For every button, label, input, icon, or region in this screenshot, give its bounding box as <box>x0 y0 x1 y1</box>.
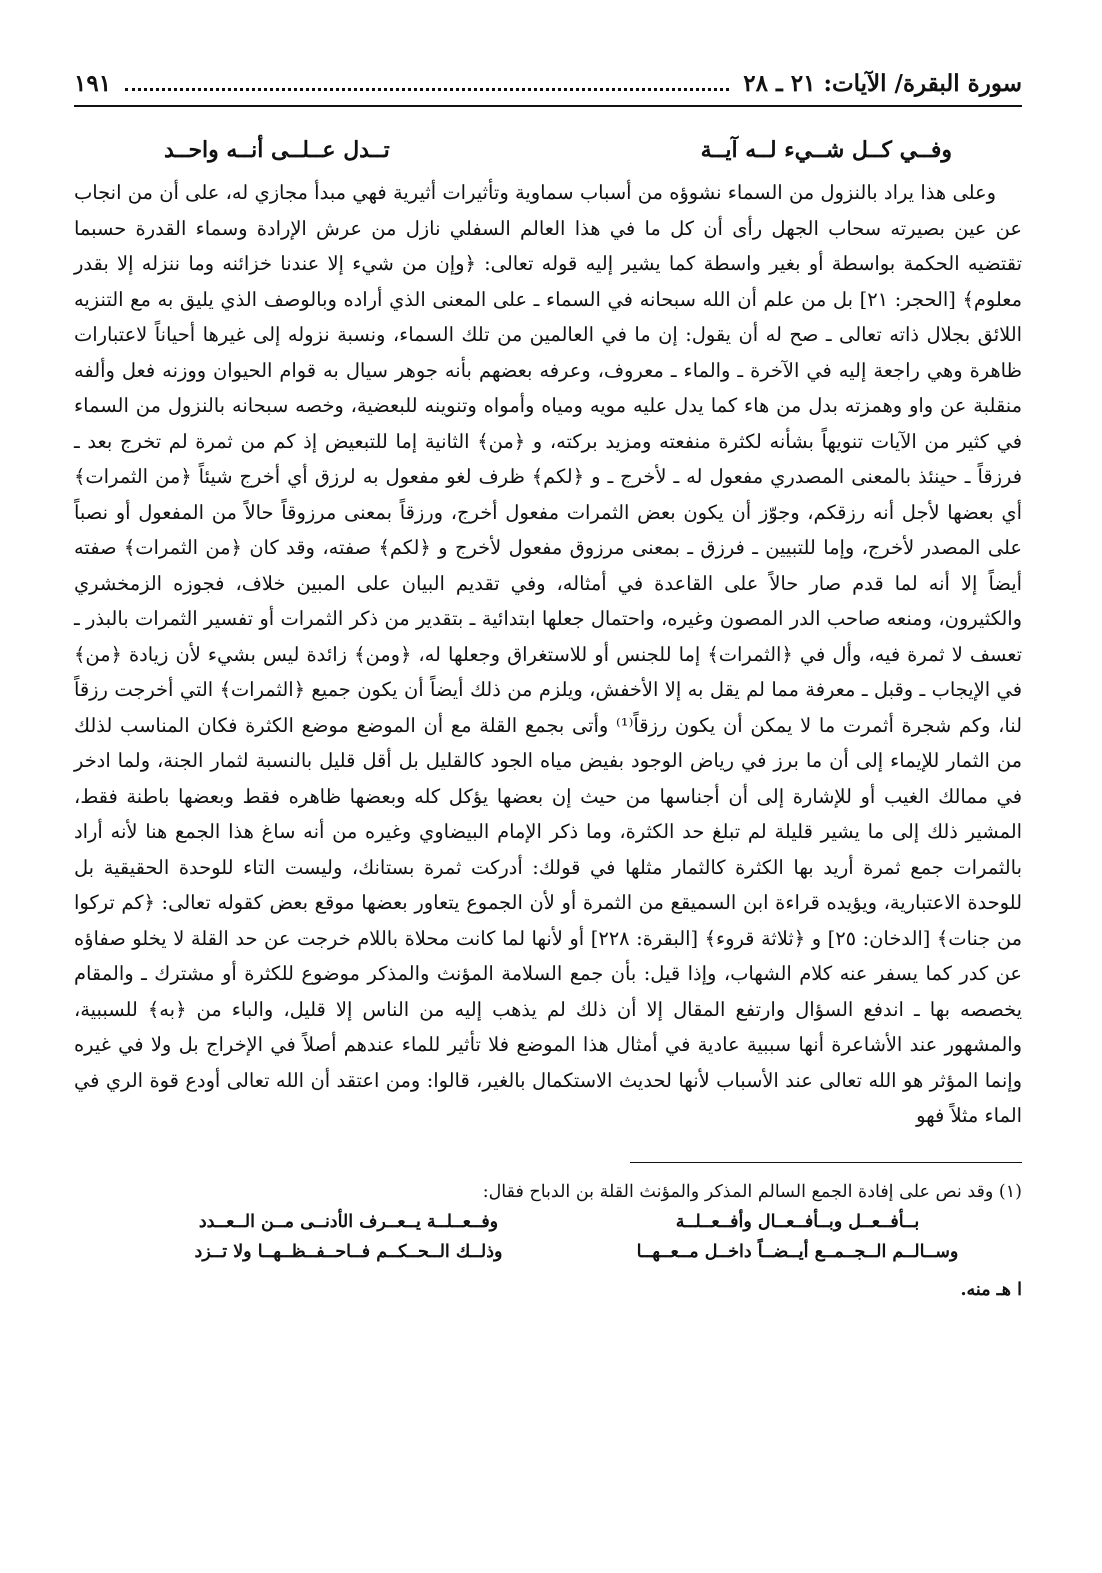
body-paragraph: وعلى هذا يراد بالنزول من السماء نشوؤه من أسباب سماوية وتأثيرات أثيرية فهي مبدأ مجازي له، على أن من انجاب عن عين بصيرته سحاب الجهل رأى أن كل ما في هذا العالم السفلي نازل من عرش الإرادة وسماء القدرة حسبما تقتضيه الحكمة بواسطة أو بغير واسطة كما يشير إليه قوله تعالى: ﴿وإن من شيء إلا عندنا خزائنه وما ننزله إلا بقدر معلوم﴾ [الحجر: ٢١] بل من علم أن الله سبحانه في السماء ـ على المعنى الذي أراده وبالوصف الذي يليق به مع التنزيه اللائق بجلال ذاته تعالى ـ صح له أن يقول: إن ما في العالمين من تلك السماء، ونسبة نزوله إلى غيرها أحياناً لاعتبارات ظاهرة وهي راجعة إليه في الآخرة ـ والماء ـ معروف، وعرفه بعضهم بأنه جوهر سيال به قوام الحيوان ووزنه فعل وألفه منقلبة عن واو وهمزته بدل من هاء كما يدل عليه مويه ومياه وأمواه وتنوينه للبعضية، وخصه سبحانه بالنزول من السماء في كثير من الآيات تنويهاً بشأنه لكثرة منفعته ومزيد بركته، و ﴿من﴾ الثانية إما للتبعيض إذ كم من ثمرة لم تخرج بعد ـ فرزقاً ـ حينئذ بالمعنى المصدري مفعول له ـ لأخرج ـ و ﴿لكم﴾ ظرف لغو مفعول به لرزق أي أخرج شيئاً ﴿من الثمرات﴾ أي بعضها لأجل أنه رزقكم، وجوّز أن يكون بعض الثمرات مفعول أخرج، ورزقاً بمعنى مرزوقاً حالاً من المفعول أو نصباً على المصدر لأخرج، وإما للتبيين ـ فرزق ـ بمعنى مرزوق مفعول لأخرج و ﴿لكم﴾ صفته، وقد كان ﴿من الثمرات﴾ صفته أيضاً إلا أنه لما قدم صار حالاً على القاعدة في أمثاله، وفي تقديم البيان على المبين خلاف، فجوزه الزمخشري والكثيرون، ومنعه صاحب الدر المصون وغيره، واحتمال جعلها ابتدائية ـ بتقدير من ذكر الثمرات أو تفسير الثمرات بالبذر ـ تعسف لا ثمرة فيه، وأل في ﴿الثمرات﴾ إما للجنس أو للاستغراق وجعلها له، ﴿ومن﴾ زائدة ليس بشيء لأن زيادة ﴿من﴾ في الإيجاب ـ وقبل ـ معرفة مما لم يقل به إلا الأخفش، ويلزم من ذلك أيضاً أن يكون جميع ﴿الثمرات﴾ التي أخرجت رزقاً لنا، وكم شجرة أثمرت ما لا يمكن أن يكون رزقاً⁽¹⁾ وأتى بجمع القلة مع أن الموضع موضع الكثرة فكان المناسب لذلك من الثمار للإيماء إلى أن ما برز في رياض الوجود بفيض مياه الجود كالقليل بل أقل قليل بالنسبة لثمار الجنة، ولما ادخر في ممالك الغيب أو للإشارة إلى أن أجناسها من حيث إن بعضها يؤكل كله وبعضها ظاهره فقط وبعضها باطنة فقط، المشير ذلك إلى ما يشير قليلة لم تبلغ حد الكثرة، وما ذكر الإمام البيضاوي وغيره من أنه ساغ هذا الجمع هنا لأنه أراد بالثمرات جمع ثمرة أريد بها الكثرة كالثمار مثلها في قولك: أدركت ثمرة بستانك، وليست التاء للوحدة الحقيقية بل للوحدة الاعتبارية، ويؤيده قراءة ابن السميقع من الثمرة أو لأن الجموع يتعاور بعضها موقع بعض كقوله تعالى: ﴿كم تركوا من جنات﴾ [الدخان: ٢٥] و ﴿ثلاثة قروء﴾ [البقرة: ٢٢٨] أو لأنها لما كانت محلاة باللام خرجت عن حد القلة لا يخلو صفاؤه عن كدر كما يسفر عنه كلام الشهاب، وإذا قيل: بأن جمع السلامة المؤنث والمذكر موضوع للكثرة أو مشترك ـ والمقام يخصصه بها ـ اندفع السؤال وارتفع المقال إلا أن ذلك لم يذهب إليه من الناس إلا قليل، والباء من ﴿به﴾ للسببية، والمشهور عند الأشاعرة أنها سببية عادية في أمثال هذا الموضع فلا تأثير للماء عندهم أصلاً في الإخراج بل ولا في غيره وإنما المؤثر هو الله تعالى عند الأسباب لأنها لحديث الاستكمال بالغير، قالوا: ومن اعتقد أن الله تعالى أودع قوة الري في الماء مثلاً فهو <box>74 181 1023 1127</box>
poem-line: بــأفــعــل وبــأفــعــال وأفــعــلــة <box>675 1211 920 1232</box>
footnote <box>74 1177 1022 1305</box>
page-number: ١٩١ <box>74 70 112 97</box>
poetry-verse <box>164 137 952 163</box>
verse-hemistich-right: وفــي كــل شــيء لــه آيــة <box>700 137 952 163</box>
dotted-leader <box>125 87 729 91</box>
poem-line: وفــعــلــة يــعــرف الأدنــى مــن الــعــدد <box>198 1211 499 1232</box>
page-header <box>74 70 1022 107</box>
running-title: سورة البقرة/ الآيات: ٢١ ـ ٢٨ <box>743 70 1022 97</box>
poem-line: وذلــك الــحــكــم فــاحــفــظــهــا ولا تــزد <box>194 1241 503 1262</box>
footnote-separator <box>630 1162 1022 1163</box>
verse-hemistich-left: تــدل عــلــى أنــه واحــد <box>164 137 390 163</box>
poem-line: وســالــم الــجــمــع أيــضــاً داخــل مــعــهــا <box>636 1241 959 1262</box>
footnote-intro: (١) وقد نص على إفادة الجمع السالم المذكر والمؤنث القلة بن الدباح فقال: <box>482 1181 1022 1202</box>
footnote-poem <box>74 1207 1022 1267</box>
footnote-end: ا هـ منه. <box>960 1279 1022 1300</box>
main-text <box>74 175 1022 1134</box>
